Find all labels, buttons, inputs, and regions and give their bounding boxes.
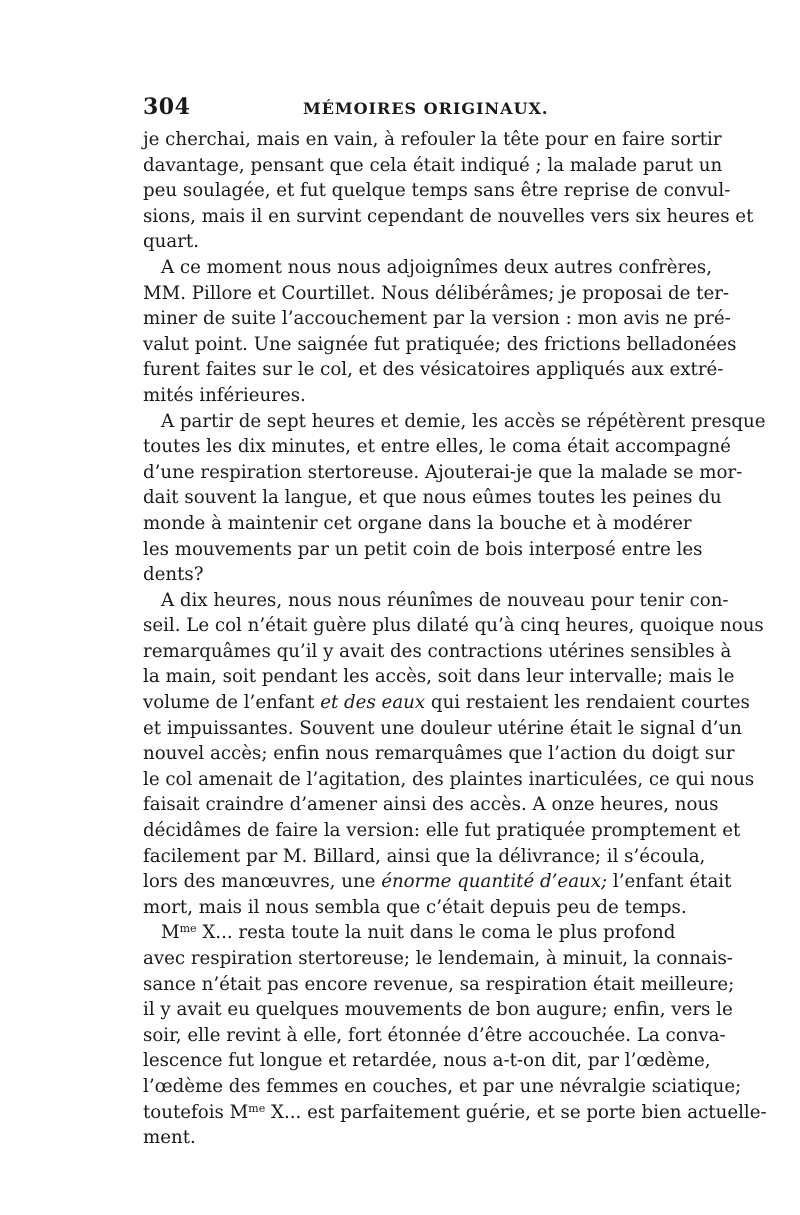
text-line: avec respiration stertoreuse; le lendemain, à minuit, la connais- — [143, 948, 733, 969]
text-line: soir, elle revint à elle, fort étonnée d’être accouchée. La conva- — [143, 1024, 726, 1046]
text-run: lors des manœuvres, une — [143, 871, 382, 893]
text-run: l’enfant était — [607, 871, 732, 893]
text-line: d’une respiration stertoreuse. Ajouterai-je que la malade se mor- — [143, 461, 743, 483]
text-line: facilement par M. Billard, ainsi que la délivrance; il s’écoula, — [143, 845, 706, 867]
text-line — [143, 869, 732, 895]
text-run: volume de l’enfant — [143, 692, 321, 714]
text-line: remarquâmes qu’il y avait des contractions utérines sensibles à — [143, 640, 732, 662]
text-line: mités inférieures. — [143, 384, 306, 406]
text-run: qui restaient les rendaient courtes — [425, 692, 750, 714]
italic-text: énorme quantité d’eaux; — [381, 871, 608, 893]
text-line: MM. Pillore et Courtillet. Nous délibérâmes; je proposai de ter- — [143, 282, 730, 304]
text-line: sance n’était pas encore revenue, sa respiration était meilleure; — [143, 973, 735, 995]
text-line — [143, 920, 676, 946]
text-line: les mouvements par un petit coin de bois interposé entre les — [143, 538, 703, 560]
text-run: X... est parfaitement guérie, et se porte bien actuelle- — [265, 1101, 767, 1123]
page-number: 304 — [143, 94, 191, 120]
text-line: je cherchai, mais en vain, à refouler la tête pour en faire sortir — [143, 129, 722, 150]
text-line — [143, 1100, 767, 1126]
text-line: la main, soit pendant les accès, soit dans leur intervalle; mais le — [143, 666, 735, 688]
text-run: toutefois M — [143, 1101, 249, 1123]
italic-text: et des eaux — [320, 692, 426, 714]
text-line: furent faites sur le col, et des vésicatoires appliqués aux extré- — [143, 359, 724, 381]
superscript: me — [248, 1101, 266, 1115]
text-line: faisait craindre d’amener ainsi des accès. A onze heures, nous — [143, 794, 719, 816]
text-line: seil. Le col n’était guère plus dilaté qu’à cinq heures, quoique nous — [143, 615, 764, 637]
text-run: M — [161, 922, 180, 944]
text-line: peu soulagée, et fut quelque temps sans être reprise de convul- — [143, 180, 731, 202]
text-line: monde à maintenir cet organe dans la bouche et à modérer — [143, 512, 692, 534]
text-line: nouvel accès; enfin nous remarquâmes que l’action du doigt sur — [143, 743, 735, 765]
text-line: A ce moment nous nous adjoignîmes deux autres confrères, — [161, 256, 713, 278]
text-line: décidâmes de faire la version: elle fut pratiquée promptement et — [143, 820, 741, 842]
text-line: sions, mais il en survint cependant de nouvelles vers six heures et — [143, 205, 754, 227]
text-line: dents? — [143, 564, 204, 586]
text-line: quart. — [143, 231, 199, 253]
body-text — [143, 127, 767, 1151]
superscript: me — [179, 922, 197, 936]
text-run: X... resta toute la nuit dans le coma le plus profond — [196, 922, 676, 944]
text-line — [143, 690, 750, 716]
text-line: ment. — [143, 1127, 196, 1149]
text-line: A partir de sept heures et demie, les accès se répétèrent presque — [161, 410, 766, 432]
text-line: A dix heures, nous nous réunîmes de nouveau pour tenir con- — [161, 589, 729, 611]
text-line: miner de suite l’accouchement par la version : mon avis ne pré- — [143, 308, 731, 330]
text-line: lescence fut longue et retardée, nous a-t-on dit, par l’œdème, — [143, 1050, 711, 1072]
page-header — [143, 94, 659, 124]
text-line: davantage, pensant que cela était indiqué ; la malade parut un — [143, 154, 723, 176]
text-line: il y avait eu quelques mouvements de bon augure; enfin, vers le — [143, 999, 733, 1021]
text-line: valut point. Une saignée fut pratiquée; des frictions belladonées — [143, 333, 737, 355]
running-head: MÉMOIRES ORIGINAUX. — [303, 99, 549, 118]
text-line: l’œdème des femmes en couches, et par une névralgie sciatique; — [143, 1075, 742, 1097]
text-line: mort, mais il nous sembla que c’était depuis peu de temps. — [143, 896, 687, 918]
text-line: et impuissantes. Souvent une douleur utérine était le signal d’un — [143, 717, 742, 739]
text-line: le col amenait de l’agitation, des plaintes inarticulées, ce qui nous — [143, 768, 755, 790]
text-line: dait souvent la langue, et que nous eûmes toutes les peines du — [143, 487, 722, 509]
text-line: toutes les dix minutes, et entre elles, le coma était accompagné — [143, 436, 731, 458]
